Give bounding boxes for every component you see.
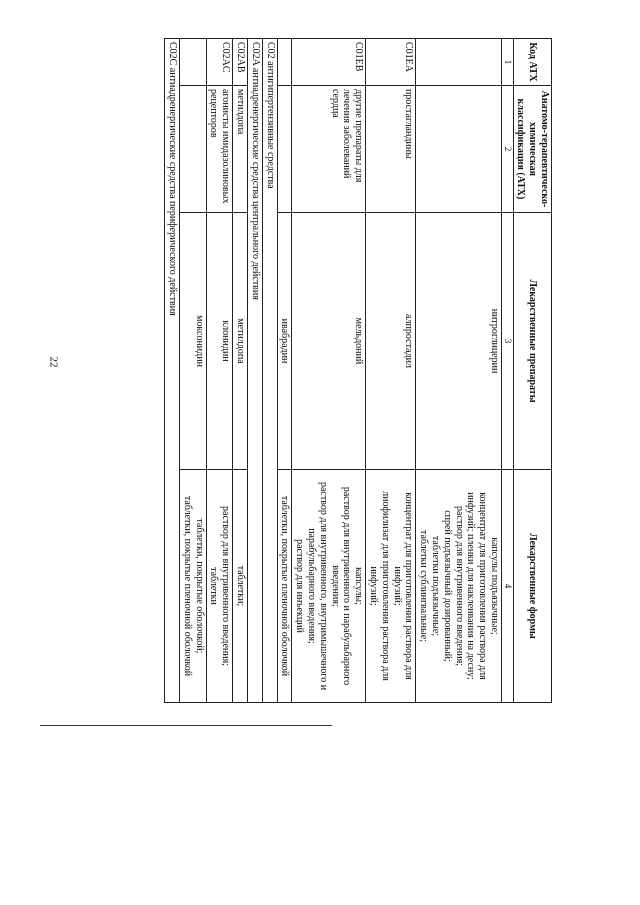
group-row-c02a [248,39,263,703]
form-item: концентрат для приготовления раствора для инфузий; пленки для наклеивания на десну; [465,492,489,680]
row-drug: ивабрадин [277,213,292,470]
footnote-divider [40,725,332,726]
row-code: C01EA [366,39,416,86]
row-code: C02AC [206,39,233,86]
row-forms [366,470,416,703]
row-class: другие препараты для лечения заболеваний сердца [292,86,366,213]
form-item: раствор для внутривенного введения; [453,506,465,666]
table-row [206,39,233,703]
table-header [513,39,551,703]
table-row [233,39,248,703]
table-row [277,39,292,703]
col-num: 4 [502,470,514,703]
form-item: раствор для инъекций [294,539,306,633]
form-item: таблетки, покрытые пленочной оболочкой [279,495,291,677]
group-label: C02C антиадренергические средства периферического действия [165,39,180,703]
form-item: раствор для внутривенного и парабульбарного введения; [329,486,353,686]
page-number: 22 [47,356,60,368]
column-numbers [502,39,514,703]
col-num: 3 [502,213,514,470]
drug-table [164,38,552,703]
row-drug: клонидин [206,213,233,470]
form-item: таблетки подъязычные; [430,535,442,637]
form-item: капсулы; [353,567,365,605]
row-forms [277,470,292,703]
row-class [180,86,207,213]
row-class [277,86,292,213]
row-forms [292,470,366,703]
group-label: C02A антиадренергические средства центрального действия [248,39,263,703]
group-label: C02 антигипертензивные средства [262,39,277,703]
row-forms [233,470,248,703]
row-code [180,39,207,86]
form-item: концентрат для приготовления раствора для инфузий; [391,492,415,680]
table-row [180,39,207,703]
row-forms [416,470,502,703]
row-forms [206,470,233,703]
row-class [416,86,502,213]
form-item: таблетки; [235,565,247,607]
form-item: капсулы подъязычные; [489,537,500,635]
row-drug: метилдопа [233,213,248,470]
form-item: таблетки сублингвальные; [418,529,430,643]
form-item: таблетки, покрытые пленочной оболочкой [181,495,193,677]
row-code [416,39,502,86]
row-drug: мельдоний [292,213,366,470]
table-row [416,39,502,703]
form-item: лиофилизат для приготовления раствора для инфузий; [368,491,391,681]
form-item: таблетки, покрытые оболочкой; [193,518,205,654]
row-code: C01EB [292,39,366,86]
table-row [292,39,366,703]
header-drug: Лекарственные препараты [513,213,551,470]
row-drug: моксонидин [180,213,207,470]
col-num: 1 [502,39,514,86]
row-drug: алпростадил [366,213,416,470]
row-class: метилдопа [233,86,248,213]
row-forms [180,470,207,703]
rotated-table-sheet [64,38,552,703]
col-num: 2 [502,86,514,213]
row-code: C02AB [233,39,248,86]
row-code [277,39,292,86]
form-item: спрей подъязычный дозированный; [441,510,453,662]
group-row-c02 [262,39,277,703]
group-row-c02c [165,39,180,703]
form-item: таблетки [208,567,220,605]
header-classification: Анатомо-терапевтическо-химическая классификация (АТХ) [513,86,551,213]
row-class: простагландины [366,86,416,213]
form-item: раствор для внутривенного введения; [220,506,232,666]
header-code: Код АТХ [513,39,551,86]
header-forms: Лекарственные формы [513,470,551,703]
row-class: агонисты имидазолиновых рецепторов [206,86,233,213]
table-row [366,39,416,703]
row-drug: нитроглицерин [416,213,502,470]
form-item: раствор для внутривенного, внутримышечного и парабульбарного введения; [306,481,329,691]
